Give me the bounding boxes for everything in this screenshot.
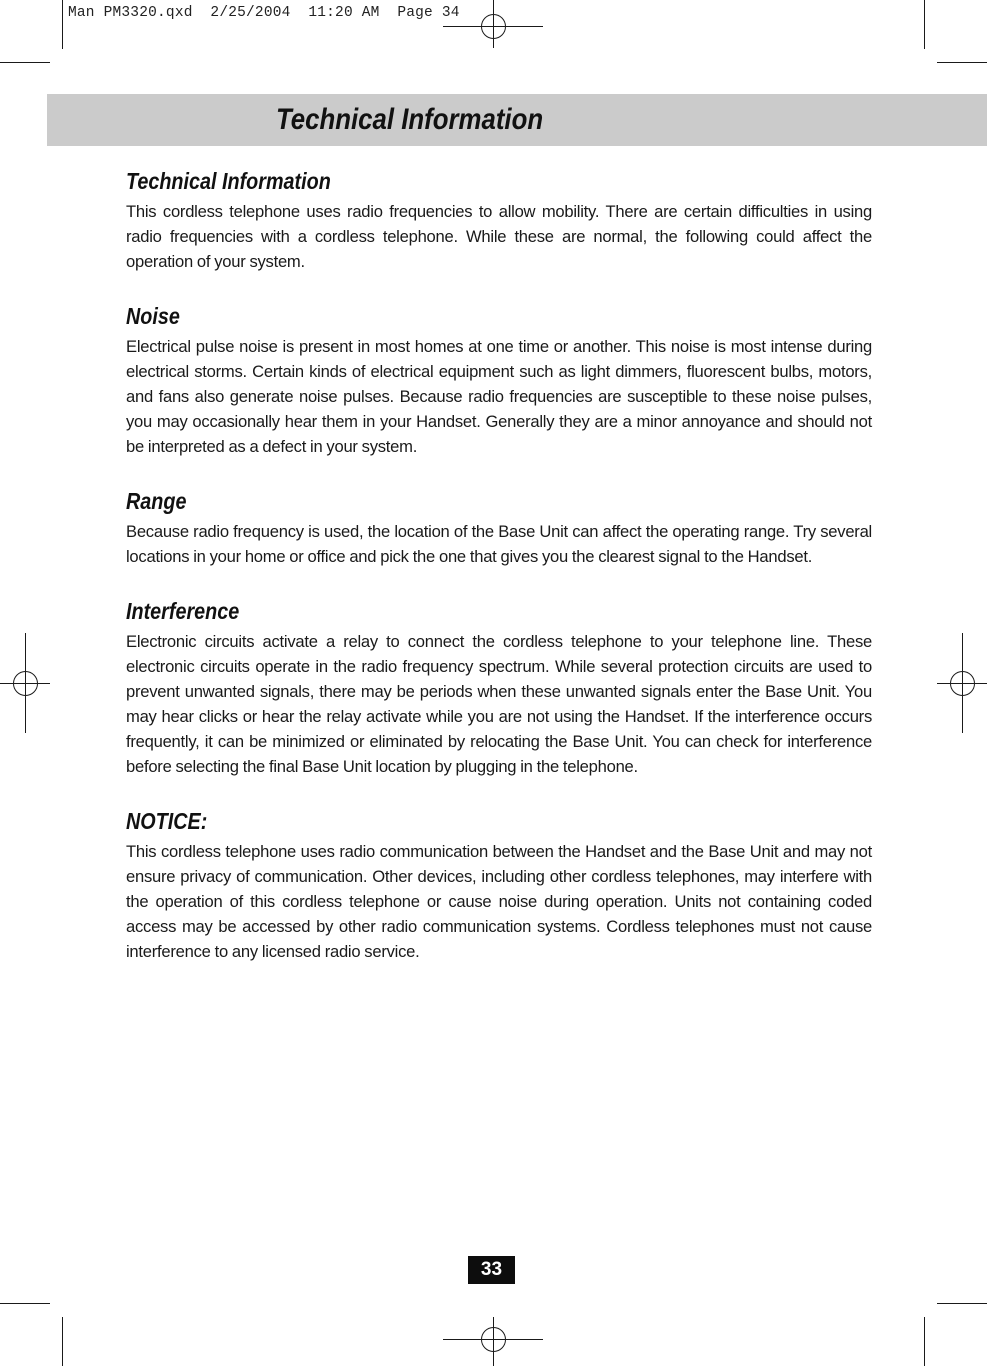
section-heading: Noise: [126, 303, 180, 329]
section-body: Electronic circuits activate a relay to connect the cordless telephone to your telephone line. These electronic circuits operate in the radio frequency spectrum. While several protection circuits are used to prevent unwanted signals, there may be periods when these unwanted signals enter the Base Unit. You may hear clicks or hear the relay activate while you are not using the Handset. If the interference occurs frequently, it can be minimized or eliminated by relocating the Base Unit. You can check for interference before selecting the final Base Unit location by plugging in the telephone.: [126, 632, 872, 776]
registration-mark-left: [0, 633, 50, 733]
page-number-badge: 33: [468, 1256, 515, 1284]
section-noise: [126, 302, 872, 459]
section-notice: [126, 807, 872, 964]
page-title: Technical Information: [276, 103, 544, 136]
section-body: This cordless telephone uses radio frequencies to allow mobility. There are certain difficulties in using radio frequencies with a cordless telephone. While these are normal, the following could affect the operation of your system.: [126, 202, 872, 271]
section-body: This cordless telephone uses radio communication between the Handset and the Base Unit and may not ensure privacy of communication. Other devices, including other cordless telephones, may interfere with the operation of this cordless telephone or cause noise during operation. Units not containing coded access may be accessed by other radio communication systems. Cordless telephones must not cause interference to any licensed radio service.: [126, 842, 872, 961]
section-body: Because radio frequency is used, the location of the Base Unit can affect the operating range. Try several locations in your home or office and pick the one that gives you the clearest signal to the Handset.: [126, 522, 872, 566]
section-range: [126, 487, 872, 569]
section-interference: [126, 597, 872, 779]
section-body: Electrical pulse noise is present in most homes at one time or another. This noise is most intense during electrical storms. Certain kinds of electrical equipment such as light dimmers, fluorescent bulbs, motors, and fans also generate noise pulses. Because radio frequencies are susceptible to these noise pulses, you may occasionally hear them in your Handset. Generally they are a minor annoyance and should not be interpreted as a defect in your system.: [126, 337, 872, 456]
section-technical-information: [126, 167, 872, 274]
content-column: [126, 167, 872, 992]
section-heading: Range: [126, 488, 187, 514]
print-slug: Man PM3320.qxd 2/25/2004 11:20 AM Page 34: [68, 5, 460, 21]
registration-mark-bottom: [443, 1317, 543, 1366]
section-heading: Interference: [126, 598, 240, 624]
section-heading: NOTICE:: [126, 808, 208, 834]
registration-mark-right: [937, 633, 987, 733]
section-heading: Technical Information: [126, 168, 331, 194]
